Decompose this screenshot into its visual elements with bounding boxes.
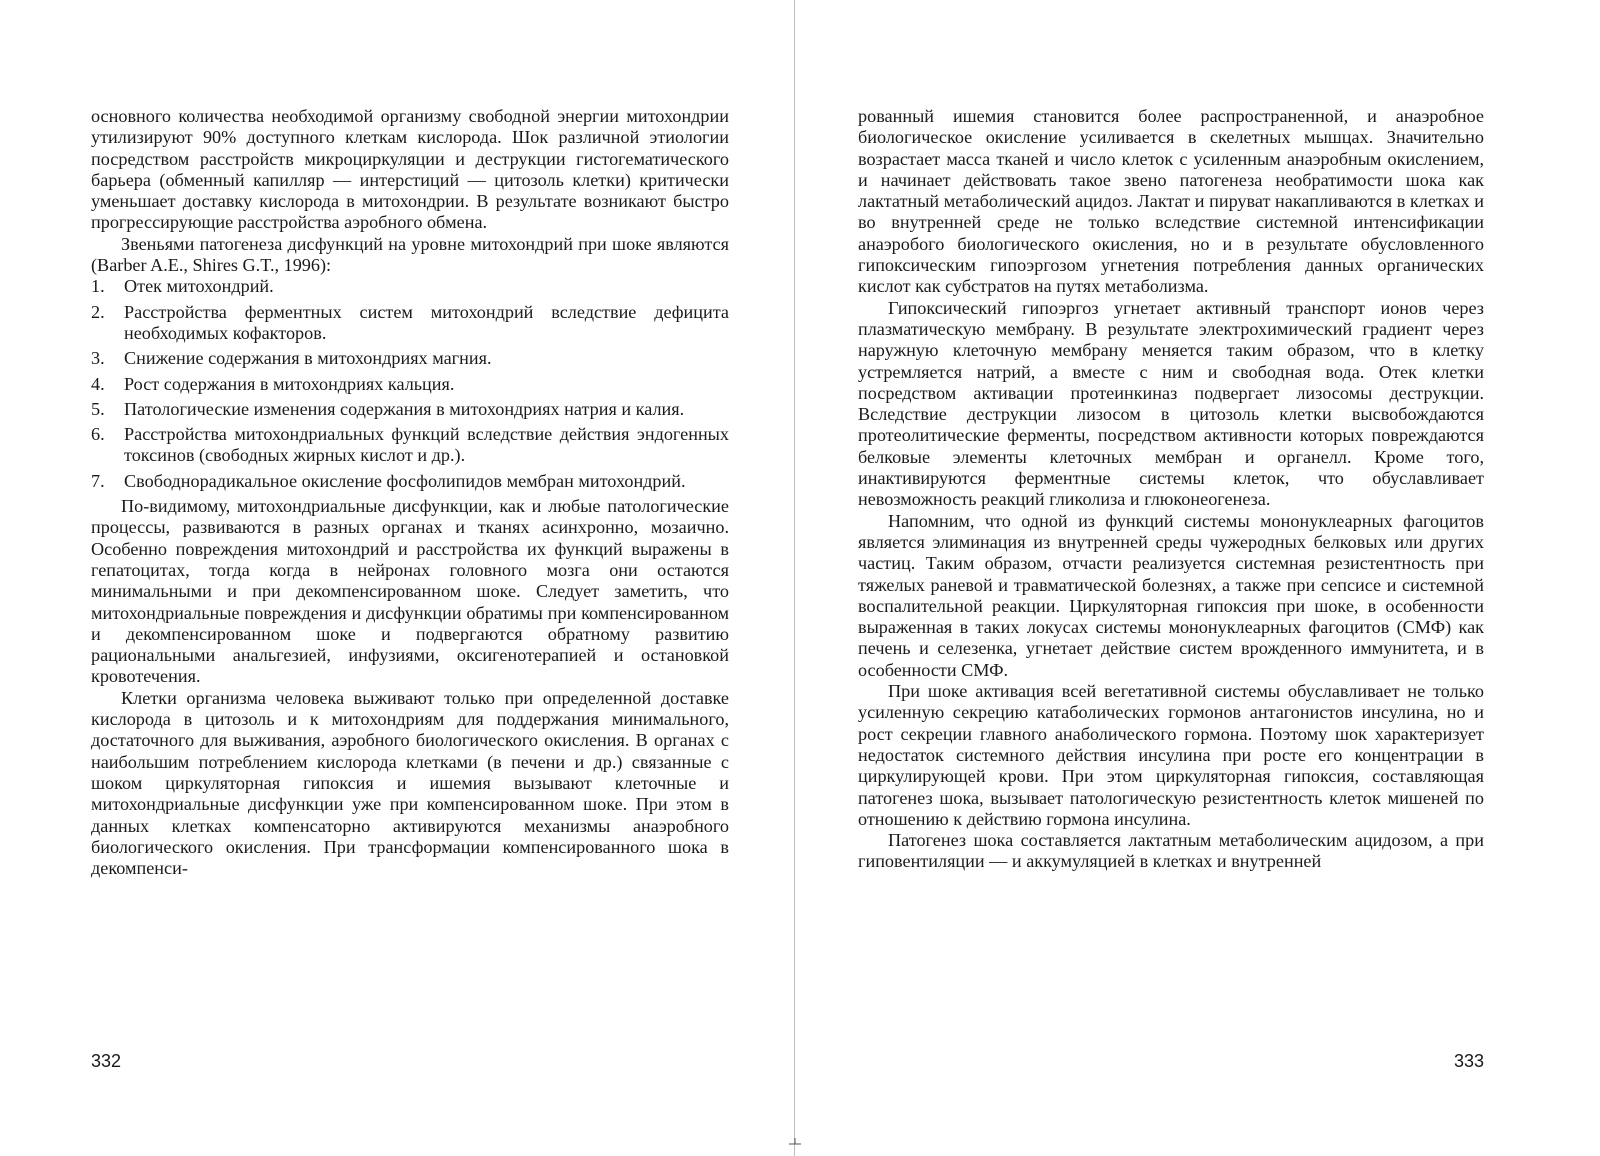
paragraph: рованный ишемия становится более распространенной, и анаэробное биологическое окисление усиливается в скелетных мышцах. Значительно возрастает масса тканей и число клеток с усиленным анаэробным окислением, и начинает действовать такое звено патогенеза необратимости шока как лактатный метаболический ацидоз. Лактат и пируват накапливаются в клетках и во внутренней среде не только вследствие системной интенсификации анаэробого биологического окисления, но и в результате обусловленного гипоксическим гипоэргозом угнетения потребления данных органических кислот как субстратов на путях метаболизма. <box>858 106 1484 297</box>
list-item <box>91 424 729 467</box>
list-item-text: Расстройства митохондриальных функций вследствие действия эндогенных токсинов (свободных жирных кислот и др.). <box>124 424 729 466</box>
right-text-column <box>858 106 1484 873</box>
list-item-number: 6. <box>91 424 105 445</box>
list-item-number: 1. <box>91 276 105 297</box>
left-text-column <box>91 106 729 879</box>
list-item-text: Отек митохондрий. <box>124 276 274 297</box>
crop-mark-icon <box>789 1138 801 1146</box>
list-item-number: 7. <box>91 470 105 491</box>
list-item <box>91 471 729 492</box>
list-item <box>91 348 729 369</box>
paragraph: Звеньями патогенеза дисфункций на уровне митохондрий при шоке являются (Barber A.E., Shires G.T., 1996): <box>91 233 729 276</box>
book-spine-divider <box>794 0 795 1156</box>
paragraph: Гипоксический гипоэргоз угнетает активный транспорт ионов через плазматическую мембрану. В результате электрохимический градиент через наружную клеточную мембрану меняется таким образом, что в клетку устремляется натрий, а вместе с ним и свободная вода. Отек клетки посредством активации протеинкиназ подвергает лизосомы деструкции. Вследствие деструкции лизосом в цитозоль клетки высвобождаются протеолитические ферменты, посредством активности которых повреждаются белковые элементы клеточных мембран и органелл. Кроме того, инактивируются ферментные системы клеток, что обуславливает невозможность реакций гликолиза и глюконеогенеза. <box>858 297 1484 510</box>
list-item-number: 3. <box>91 348 105 369</box>
paragraph: По-видимому, митохондриальные дисфункции, как и любые патологические процессы, развиваются в разных органах и тканях асинхронно, мозаично. Особенно повреждения митохондрий и расстройства их функций выражены в гепатоцитах, тогда когда в нейронах головного мозга они остаются минимальными и при декомпенсированном шоке. Следует заметить, что митохондриальные повреждения и дисфункции обратимы при компенсированном и декомпенсированном шоке и подвергаются обратному развитию рациональными анальгезией, инфузиями, оксигенотерапией и остановкой кровотечения. <box>91 496 729 687</box>
paragraph: Напомним, что одной из функций системы мононуклеарных фагоцитов является элиминация из внутренней среды чужеродных белковых или других частиц. Таким образом, отчасти реализуется системная резистентность при тяжелых раневой и травматической болезнях, а также при сепсисе и системной воспалительной реакции. Циркуляторная гипоксия при шоке, в особенности выраженная в таких локусах системы мононуклеарных фагоцитов (СМФ) как печень и селезенка, угнетает действие систем врожденного иммунитета, и в особенности СМФ. <box>858 510 1484 680</box>
list-item-text: Патологические изменения содержания в митохондриях натрия и калия. <box>124 398 685 419</box>
list-item-text: Расстройства ферментных систем митохондрий вследствие дефицита необходимых кофакторов. <box>124 301 729 343</box>
list-item <box>91 399 729 420</box>
page-number: 332 <box>91 1051 122 1071</box>
paragraph: При шоке активация всей вегетативной системы обуславливает не только усиленную секрецию катаболических гормонов антагонистов инсулина, но и рост секреции главного анаболического гормона. Поэтому шок характеризует недостаток системного действия инсулина при росте его концентрации в циркулирующей крови. При этом циркуляторная гипоксия, составляющая патогенез шока, вызывает патологическую резистентность клеток мишеней по отношению к действию гормона инсулина. <box>858 681 1484 829</box>
list-item-number: 4. <box>91 373 105 394</box>
list-item <box>91 302 729 345</box>
page-number: 333 <box>1453 1051 1484 1071</box>
list-item-number: 5. <box>91 398 105 419</box>
list-item-text: Свободнорадикальное окисление фосфолипидов мембран митохондрий. <box>124 470 686 491</box>
list-item <box>91 374 729 395</box>
paragraph: основного количества необходимой организму свободной энергии митохондрии утилизируют 90% доступного клеткам кислорода. Шок различной этиологии посредством расстройств микроциркуляции и деструкции гистогематического барьера (обменный капилляр — интерстиций — цитозоль клетки) критически уменьшает доставку кислорода в митохондрии. В результате возникают быстро прогрессирующие расстройства аэробного обмена. <box>91 106 729 233</box>
list-item-number: 2. <box>91 301 105 322</box>
list-item <box>91 276 729 297</box>
left-page <box>0 0 792 1156</box>
list-item-text: Рост содержания в митохондриях кальция. <box>124 373 455 394</box>
paragraph: Патогенез шока составляется лактатным метаболическим ацидозом, а при гиповентиляции — и аккумуляцией в клетках и внутренней <box>858 830 1484 872</box>
list-item-text: Снижение содержания в митохондриях магния. <box>124 348 492 369</box>
paragraph: Клетки организма человека выживают только при определенной доставке кислорода в цитозоль и к митохондриям для поддержания минимального, достаточного для выживания, аэробного биологического окисления. В органах с наибольшим потреблением кислорода клетками (в печени и др.) связанные с шоком циркуляторная гипоксия и ишемия вызывают клеточные и митохондриальные дисфункции уже при компенсированном шоке. При этом в данных клетках компенсаторно активируются механизмы анаэробного биологического окисления. При трансформации компенсированного шока в декомпенси- <box>91 687 729 879</box>
numbered-list <box>91 276 729 492</box>
right-page <box>796 0 1600 1156</box>
